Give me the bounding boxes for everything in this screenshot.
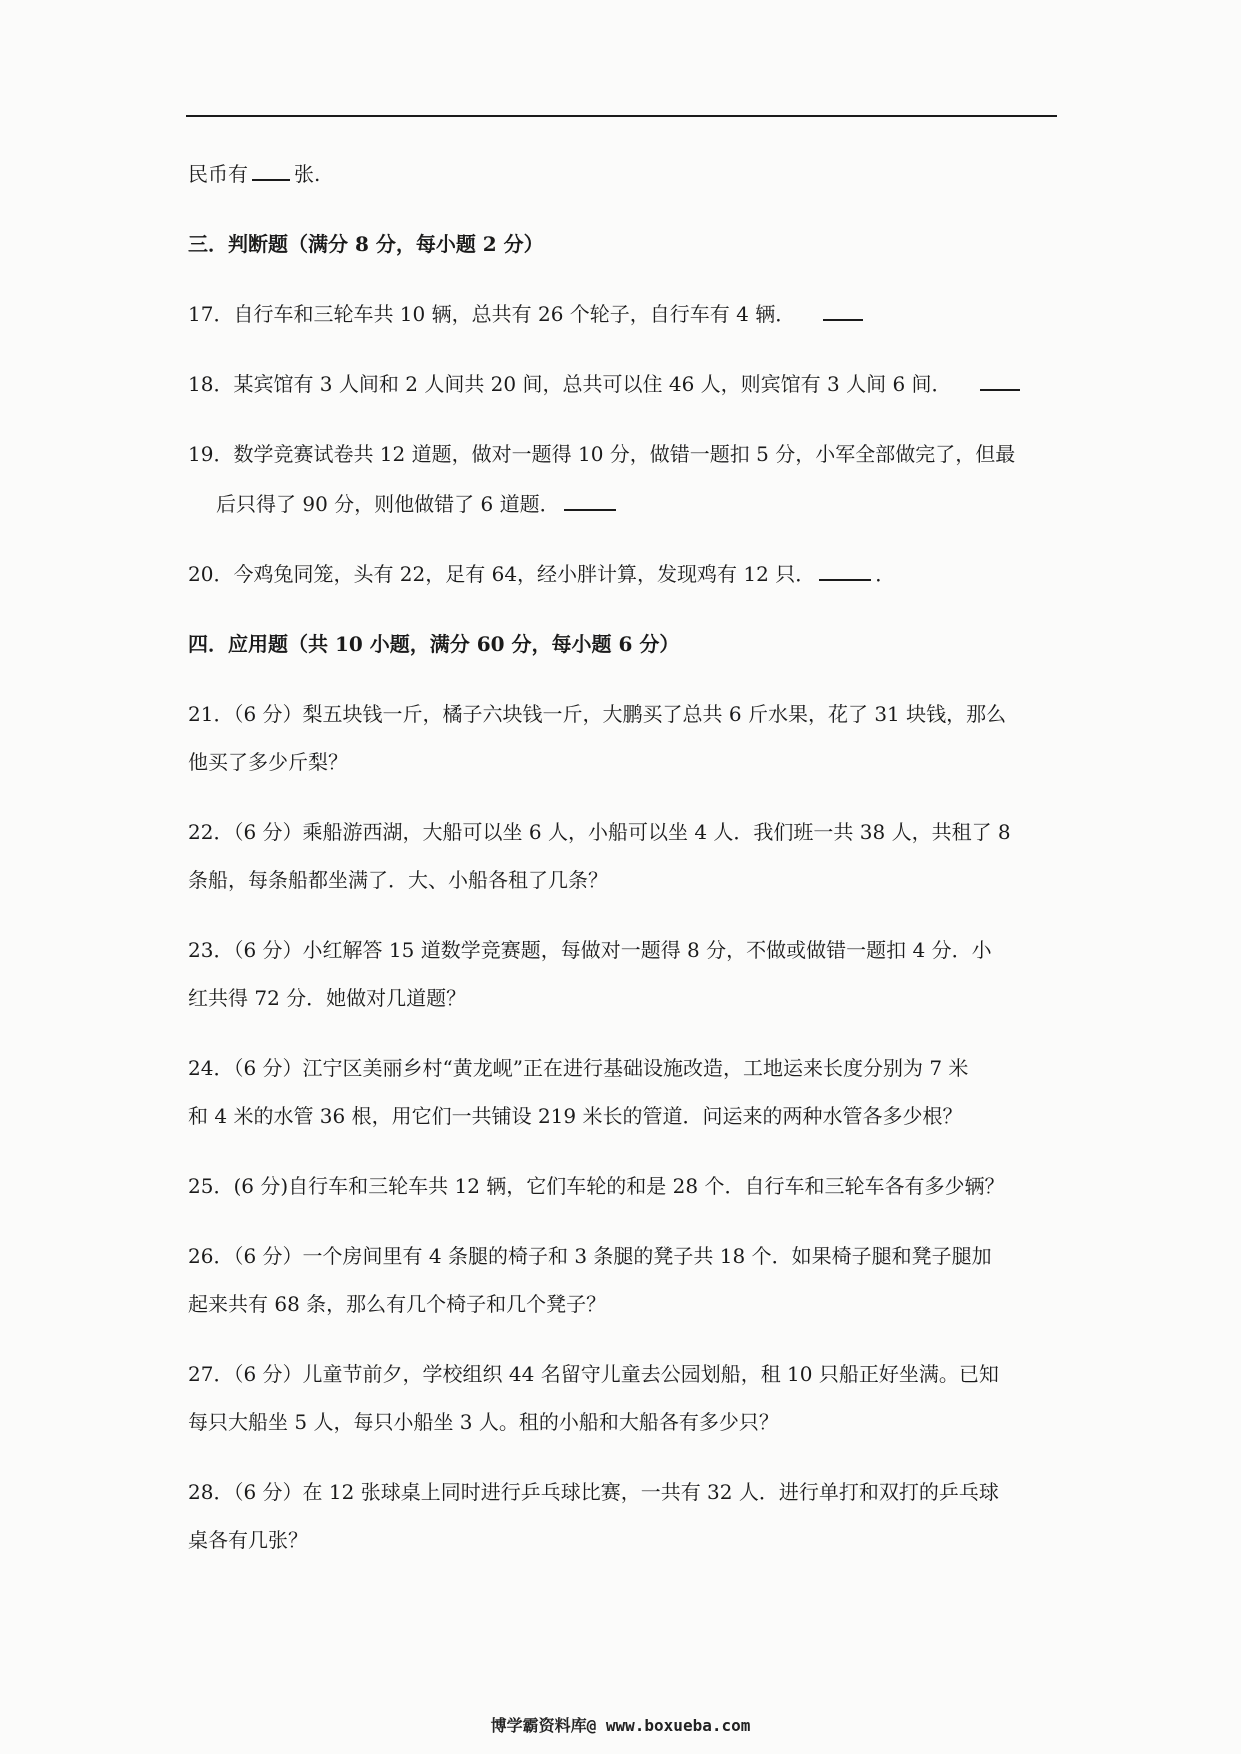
question-26-line1: 26．（6 分）一个房间里有 4 条腿的椅子和 3 条腿的凳子共 18 个．如果椅子腿和凳子腿加 [188,1244,992,1268]
answer-blank [252,161,290,181]
question-21-line1: 21．（6 分）梨五块钱一斤，橘子六块钱一斤，大鹏买了总共 6 斤水果，花了 31 块钱，那么 [188,702,1007,726]
question-23-line2: 红共得 72 分．她做对几道题？ [188,986,467,1010]
answer-blank [564,491,616,511]
question-19-text: 后只得了 90 分，则他做错了 6 道题． [216,492,560,516]
footer-watermark: 博学霸资料库@ www.boxueba.com [490,1716,751,1735]
question-19-line2 [216,490,620,518]
answer-blank [980,371,1020,391]
section3-heading: 三．判断题（满分 8 分，每小题 2 分） [188,232,544,256]
question-22-line1: 22．（6 分）乘船游西湖，大船可以坐 6 人，小船可以坐 4 人．我们班一共 38 人，共租了 8 [188,820,1011,844]
question-20-text: 20．今鸡兔同笼，头有 22，足有 64，经小胖计算，发现鸡有 12 只． [188,562,816,586]
continuation-line [188,160,320,188]
question-28-line2: 桌各有几张？ [188,1528,308,1552]
question-27-line2: 每只大船坐 5 人，每只小船坐 3 人。租的小船和大船各有多少只？ [188,1410,779,1434]
question-27-line1: 27．（6 分）儿童节前夕，学校组织 44 名留守儿童去公园划船，租 10 只船正好坐满。已知 [188,1362,999,1386]
question-23-line1: 23．（6 分）小红解答 15 道数学竞赛题，每做对一题得 8 分，不做或做错一题扣 4 分．小 [188,938,992,962]
question-26-line2: 起来共有 68 条，那么有几个椅子和几个凳子？ [188,1292,607,1316]
question-19-line1: 19．数学竞赛试卷共 12 道题，做对一题得 10 分，做错一题扣 5 分，小军全部做完了，但最 [188,442,1016,466]
question-20 [188,560,895,588]
answer-blank [819,561,871,581]
question-25-line1: 25．(6 分)自行车和三轮车共 12 辆，它们车轮的和是 28 个．自行车和三轮车各有多少辆？ [188,1174,1005,1198]
question-24-line2: 和 4 米的水管 36 根，用它们一共铺设 219 米长的管道．问运来的两种水管各多少根？ [188,1104,963,1128]
header-rule [186,115,1057,117]
question-24-line1: 24．（6 分）江宁区美丽乡村“黄龙岘”正在进行基础设施改造，工地运来长度分别为 7 米 [188,1056,969,1080]
question-22-line2: 条船，每条船都坐满了．大、小船各租了几条？ [188,868,608,892]
question-21-line2: 他买了多少斤梨？ [188,750,348,774]
question-17-text: 17．自行车和三轮车共 10 辆，总共有 26 个轮子，自行车有 4 辆． [188,302,796,326]
question-28-line1: 28．（6 分）在 12 张球桌上同时进行乒乓球比赛，一共有 32 人．进行单打和双打的乒乓球 [188,1480,999,1504]
section4-heading: 四．应用题（共 10 小题，满分 60 分，每小题 6 分） [188,632,680,656]
question-18 [188,370,1024,398]
continuation-after: 张. [294,162,321,186]
question-20-end: ． [875,562,896,586]
answer-blank [823,301,863,321]
question-17 [188,300,867,328]
question-18-text: 18．某宾馆有 3 人间和 2 人间共 20 间，总共可以住 46 人，则宾馆有 3 人间 6 间． [188,372,952,396]
continuation-before: 民币有 [188,162,248,186]
